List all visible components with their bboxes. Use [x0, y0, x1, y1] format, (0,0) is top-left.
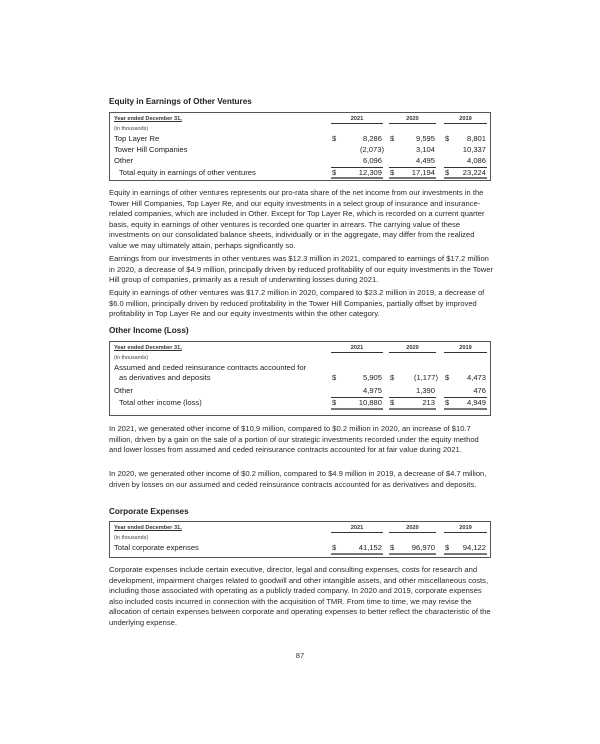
- value-2019: 10,337: [462, 145, 486, 154]
- table-row: [110, 386, 490, 397]
- row-label: Other: [114, 386, 133, 395]
- value-2021: (2,073): [359, 145, 384, 154]
- value-2020: 213: [422, 398, 435, 407]
- page-number: 87: [295, 651, 305, 660]
- value-2021: 12,309: [358, 168, 382, 177]
- paragraph: Earnings from our investments in other ventures was $12.3 million in 2021, compared to earnings of $17.2 million in 2020, a decrease of $4.9 million, principally driven by reduced profitability of our equity investments in the Tower Hill group of companies, primarily as a result of underwriting losses during 2021.: [109, 254, 493, 285]
- paragraph: In 2021, we generated other income of $10.9 million, compared to $0.2 million in 2020, an increase of $10.7 million, driven by a gain on the sale of a portion of our strategic investments recorded under the equity method and lower losses from assumed and ceded reinsurance contracts accounted for at fair value during 2021.: [109, 424, 479, 455]
- section-heading-other-income: Other Income (Loss): [109, 326, 189, 335]
- paragraph: In 2020, we generated other income of $0.2 million, compared to $4.9 million in 2019, a decrease of $4.7 million, driven by losses on our assumed and ceded reinsurance contracts accounted for as derivatives and deposits.: [109, 469, 487, 489]
- double-underline: [331, 177, 383, 179]
- value-2021: 41,152: [358, 543, 382, 552]
- value-2019: 4,086: [466, 156, 486, 165]
- dollar-sign: $: [445, 134, 450, 143]
- value-2019: 8,801: [466, 134, 486, 143]
- year-header-2021: 2021: [331, 345, 383, 353]
- double-underline: [389, 408, 436, 410]
- value-2019: 94,122: [462, 543, 486, 552]
- dollar-sign: $: [332, 373, 337, 382]
- row-label: Top Layer Re: [114, 134, 160, 143]
- dollar-sign: $: [390, 373, 395, 382]
- value-2019: 23,224: [462, 168, 486, 177]
- value-2021: 4,975: [362, 386, 382, 395]
- paragraph: Equity in earnings of other ventures was $17.2 million in 2020, compared to $23.2 million in 2019, a decrease of $6.0 million, principally driven by reduced profitability in the Tower Hill Companies, partially offset by improved profitability in Top Layer Re and our equity investments within the other category.: [109, 288, 485, 319]
- value-2021: 6,096: [362, 156, 382, 165]
- value-2021: 10,880: [358, 398, 382, 407]
- year-header-2019: 2019: [444, 116, 487, 124]
- units-label: (in thousands): [114, 126, 149, 132]
- year-header-2020: 2020: [389, 116, 436, 124]
- double-underline: [389, 553, 436, 555]
- value-2019: 476: [473, 386, 486, 395]
- year-header-2019: 2019: [444, 345, 487, 353]
- dollar-sign: $: [445, 398, 450, 407]
- dollar-sign: $: [390, 168, 395, 177]
- row-label: Other: [114, 156, 133, 165]
- dollar-sign: $: [445, 543, 450, 552]
- other-income-table: [109, 341, 491, 416]
- dollar-sign: $: [445, 168, 450, 177]
- table-header-label: Year ended December 31,: [114, 116, 182, 122]
- value-2020: 3,104: [415, 145, 435, 154]
- value-2020: 1,390: [415, 386, 435, 395]
- corporate-expenses-table: [109, 521, 491, 558]
- section-heading-corporate-expenses: Corporate Expenses: [109, 507, 189, 516]
- dollar-sign: $: [332, 543, 337, 552]
- double-underline: [331, 553, 383, 555]
- value-2019: 4,949: [466, 398, 486, 407]
- dollar-sign: $: [332, 134, 337, 143]
- units-label: (in thousands): [114, 355, 149, 361]
- value-2021: 5,905: [362, 373, 382, 382]
- value-2020: (1,177): [413, 373, 438, 382]
- dollar-sign: $: [445, 373, 450, 382]
- dollar-sign: $: [390, 543, 395, 552]
- value-2021: 8,286: [362, 134, 382, 143]
- table-row: [110, 156, 490, 167]
- row-label: Total corporate expenses: [114, 543, 199, 552]
- section-heading-equity-earnings: Equity in Earnings of Other Ventures: [109, 97, 252, 106]
- row-label: Total equity in earnings of other ventures: [119, 168, 256, 177]
- double-underline: [389, 177, 436, 179]
- double-underline: [331, 408, 383, 410]
- year-header-2021: 2021: [331, 116, 383, 124]
- value-2020: 9,595: [415, 134, 435, 143]
- year-header-2020: 2020: [389, 345, 436, 353]
- value-2020: 4,495: [415, 156, 435, 165]
- dollar-sign: $: [332, 398, 337, 407]
- row-label: Total other income (loss): [119, 398, 202, 407]
- row-label: Tower Hill Companies: [114, 145, 188, 154]
- value-2019: 4,473: [466, 373, 486, 382]
- value-2020: 17,194: [411, 168, 435, 177]
- dollar-sign: $: [332, 168, 337, 177]
- table-row-total: [110, 543, 490, 553]
- table-header-label: Year ended December 31,: [114, 345, 182, 351]
- double-underline: [444, 553, 487, 555]
- units-label: (in thousands): [114, 535, 149, 541]
- row-label-continued: as derivatives and deposits: [119, 373, 211, 382]
- dollar-sign: $: [390, 398, 395, 407]
- paragraph: Equity in earnings of other ventures represents our pro-rata share of the net income from our investments in the Tower Hill Companies, Top Layer Re, and our equity investments in a select group of insurance and insurance-related companies, which are included in Other. Except for Top Layer Re, which is recorded on a current quarter basis, equity in earnings of other ventures is recorded one quarter in arrears. The carrying value of these investments on our consolidated balance sheets, individually or in the aggregate, may differ from the realized value we may ultimately attain, perhaps significantly so.: [109, 188, 485, 250]
- year-header-2019: 2019: [444, 525, 487, 533]
- dollar-sign: $: [390, 134, 395, 143]
- table-row: [110, 363, 490, 385]
- table-row-total: [110, 398, 490, 408]
- year-header-2021: 2021: [331, 525, 383, 533]
- double-underline: [444, 408, 487, 410]
- table-header-label: Year ended December 31,: [114, 525, 182, 531]
- table-row: [110, 134, 490, 145]
- value-2020: 96,970: [411, 543, 435, 552]
- year-header-2020: 2020: [389, 525, 436, 533]
- equity-earnings-table: [109, 112, 491, 181]
- table-row: [110, 145, 490, 156]
- row-label: Assumed and ceded reinsurance contracts accounted for: [114, 363, 307, 372]
- double-underline: [444, 177, 487, 179]
- paragraph: Corporate expenses include certain executive, director, legal and consulting expenses, costs for research and development, impairment charges related to goodwill and other intangible assets, and other miscellaneous costs, including those associated with operating as a publicly traded company. In 2020 and 2019, corporate expenses also included costs incurred in connection with the acquisition of TMR. From time to time, we may revise the allocation of certain expenses between corporate and operating expenses to better reflect the characteristic of the underlying expense.: [109, 565, 491, 627]
